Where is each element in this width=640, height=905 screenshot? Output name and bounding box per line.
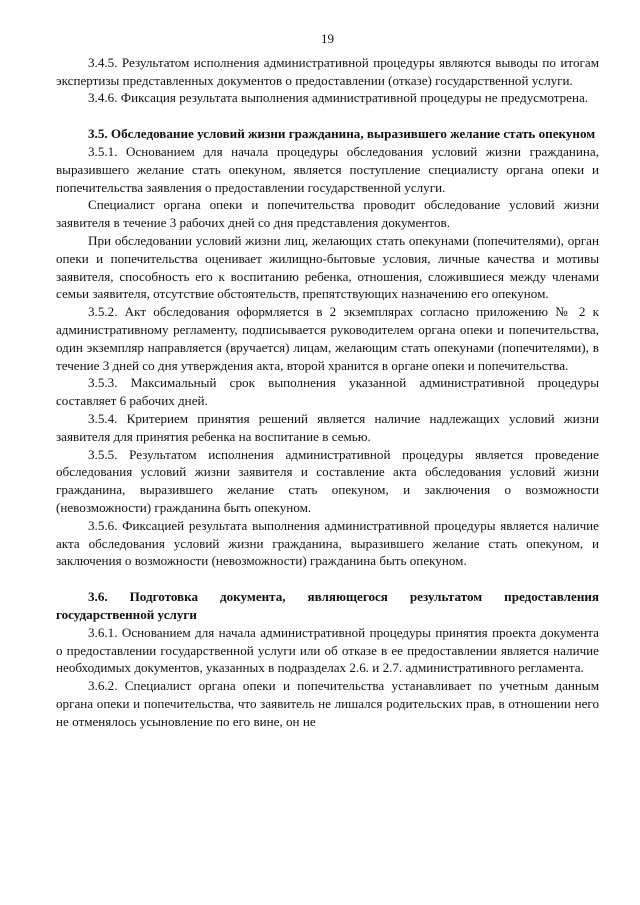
section-heading: 3.5. Обследование условий жизни гражданина, выразившего желание стать опекуном (88, 126, 596, 142)
section-heading: 3.6. Подготовка документа, являющегося результатом предоставления государственной услуги (56, 589, 599, 622)
paragraph: 3.6.1. Основанием для начала административной процедуры принятия проекта документа о предоставлении государственной услуги или об отказе в ее предоставлении является наличие необходимых документов, указанных в подразделах 2.6. и 2.7. административного регламента. (56, 624, 599, 676)
paragraph: 3.4.5. Результатом исполнения административной процедуры являются выводы по итогам экспертизы представленных документов о предоставлении (отказе) государственной услуги. (56, 54, 599, 88)
section-spacer (56, 570, 599, 588)
paragraph: 3.5.5. Результатом исполнения административной процедуры является проведение обследования условий жизни заявителя и составление акта обследования условий жизни гражданина, выразившего желание стать опекуном, и заключения о возможности (невозможности) гражданина быть опекуном. (56, 446, 599, 515)
paragraph: Специалист органа опеки и попечительства проводит обследование условий жизни заявителя в течение 3 рабочих дней со дня представления документов. (56, 197, 599, 231)
paragraph: 3.5.2. Акт обследования оформляется в 2 экземплярах согласно приложению № 2 к административному регламенту, подписывается руководителем органа опеки и попечительства, один экземпляр направляется (вручается) лицам, желающим стать опекунами (попечителями), в течение 3 дней со дня утверждения акта, второй хранится в органе опеки и попечительства. (56, 304, 599, 373)
paragraph: 3.4.6. Фиксация результата выполнения административной процедуры не предусмотрена. (88, 90, 589, 106)
document-page (56, 30, 599, 730)
page-number: 19 (320, 31, 335, 46)
paragraph: 3.5.6. Фиксацией результата выполнения административной процедуры является наличие акта обследования условий жизни гражданина, выразившего желание стать опекуном, и заключения о возможности (невозможности) гражданина быть опекуном. (56, 517, 599, 569)
paragraph: 3.5.4. Критерием принятия решений является наличие надлежащих условий жизни заявителя для принятия ребенка на воспитание в семью. (56, 410, 599, 444)
paragraph: 3.6.2. Специалист органа опеки и попечительства устанавливает по учетным данным органа опеки и попечительства, что заявитель не лишался родительских прав, в отношении него не отменялось усыновление по его вине, он не (56, 678, 599, 729)
document-body (56, 54, 599, 731)
paragraph: 3.5.1. Основанием для начала процедуры обследования условий жизни гражданина, выразившего желание стать опекуном, является поступление специалисту органа опеки и попечительства заявления о предоставлении государственной услуги. (56, 143, 599, 195)
section-spacer (56, 107, 599, 125)
paragraph: При обследовании условий жизни лиц, желающих стать опекунами (попечителями), орган опеки и попечительства оценивает жилищно-бытовые условия, личные качества и мотивы заявителя, способность его к воспитанию ребенка, отношения, сложившиеся между членами семьи заявителя, отсутствие обстоятельств, препятствующих назначению его опекуном. (56, 232, 599, 302)
paragraph: 3.5.3. Максимальный срок выполнения указанной административной процедуры составляет 6 рабочих дней. (56, 375, 599, 409)
